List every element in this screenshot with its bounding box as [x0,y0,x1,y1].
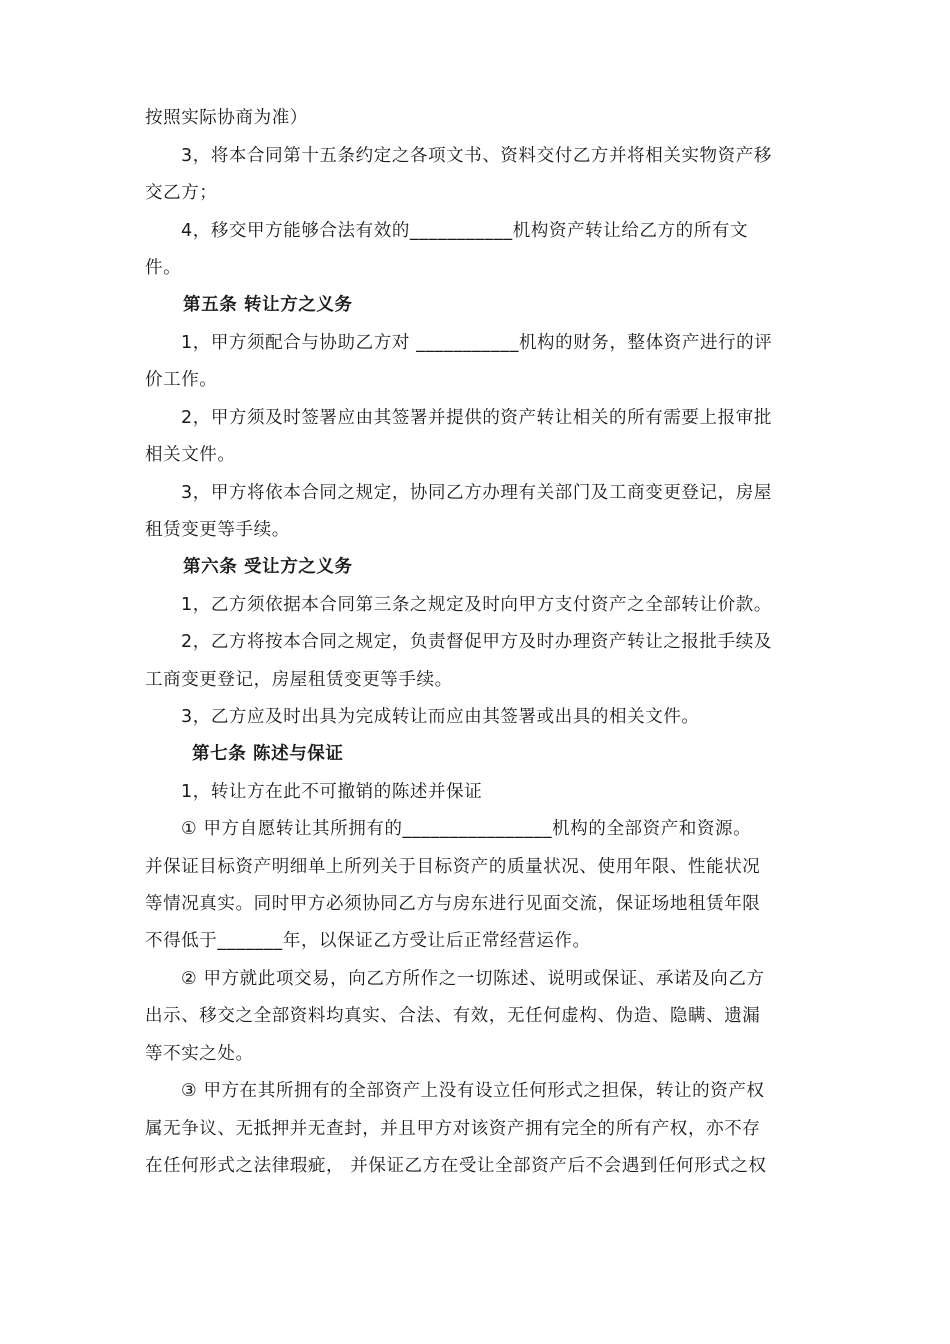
text-line: 件。 [145,258,182,278]
text-line: ② 甲方就此项交易，向乙方所作之一切陈述、说明或保证、承诺及向乙方 [181,969,765,989]
text-line: 属无争议、无抵押并无查封，并且甲方对该资产拥有完全的所有产权，亦不存 [145,1119,761,1139]
section-heading: 第五条 转让方之义务 [183,295,353,315]
text-line: ③ 甲方在其所拥有的全部资产上没有设立任何形式之担保，转让的资产权 [181,1081,765,1101]
text-line: 3，甲方将依本合同之规定，协同乙方办理有关部门及工商变更登记，房屋 [181,483,772,503]
text-line: 2，乙方将按本合同之规定，负责督促甲方及时办理资产转让之报批手续及 [181,632,772,652]
text-line: 按照实际协商为准） [145,108,308,128]
text-line: 不得低于_______年，以保证乙方受让后正常经营运作。 [145,931,591,951]
text-line: 工商变更登记，房屋租赁变更等手续。 [145,670,453,690]
text-line: 3，乙方应及时出具为完成转让而应由其签署或出具的相关文件。 [181,707,700,727]
text-line: 等情况真实。同时甲方必须协同乙方与房东进行见面交流，保证场地租赁年限 [145,894,761,914]
section-heading: 第七条 陈述与保证 [192,744,344,764]
text-line: 1，转让方在此不可撤销的陈述并保证 [181,782,483,802]
text-line: 等不实之处。 [145,1044,254,1064]
text-line: 4，移交甲方能够合法有效的___________机构资产转让给乙方的所有文 [181,221,749,241]
section-heading: 第六条 受让方之义务 [183,557,353,577]
text-line: 租赁变更等手续。 [145,520,290,540]
text-line: 出示、移交之全部资料均真实、合法、有效，无任何虚构、伪造、隐瞒、遗漏 [145,1006,761,1026]
text-line: 相关文件。 [145,445,236,465]
text-line: 在任何形式之法律瑕疵， 并保证乙方在受让全部资产后不会遇到任何形式之权 [145,1156,767,1176]
text-line: 1，甲方须配合与协助乙方对 ___________机构的财务，整体资产进行的评 [181,333,773,353]
text-line: 2，甲方须及时签署应由其签署并提供的资产转让相关的所有需要上报审批 [181,408,772,428]
text-line: 1，乙方须依据本合同第三条之规定及时向甲方支付资产之全部转让价款。 [181,595,772,615]
text-line: 价工作。 [145,370,218,390]
text-line: 交乙方； [145,183,218,203]
text-line: 并保证目标资产明细单上所列关于目标资产的质量状况、使用年限、性能状况 [145,857,761,877]
text-line: 3，将本合同第十五条约定之各项文书、资料交付乙方并将相关实物资产移 [181,146,772,166]
text-line: ① 甲方自愿转让其所拥有的________________机构的全部资产和资源。 [181,819,752,839]
